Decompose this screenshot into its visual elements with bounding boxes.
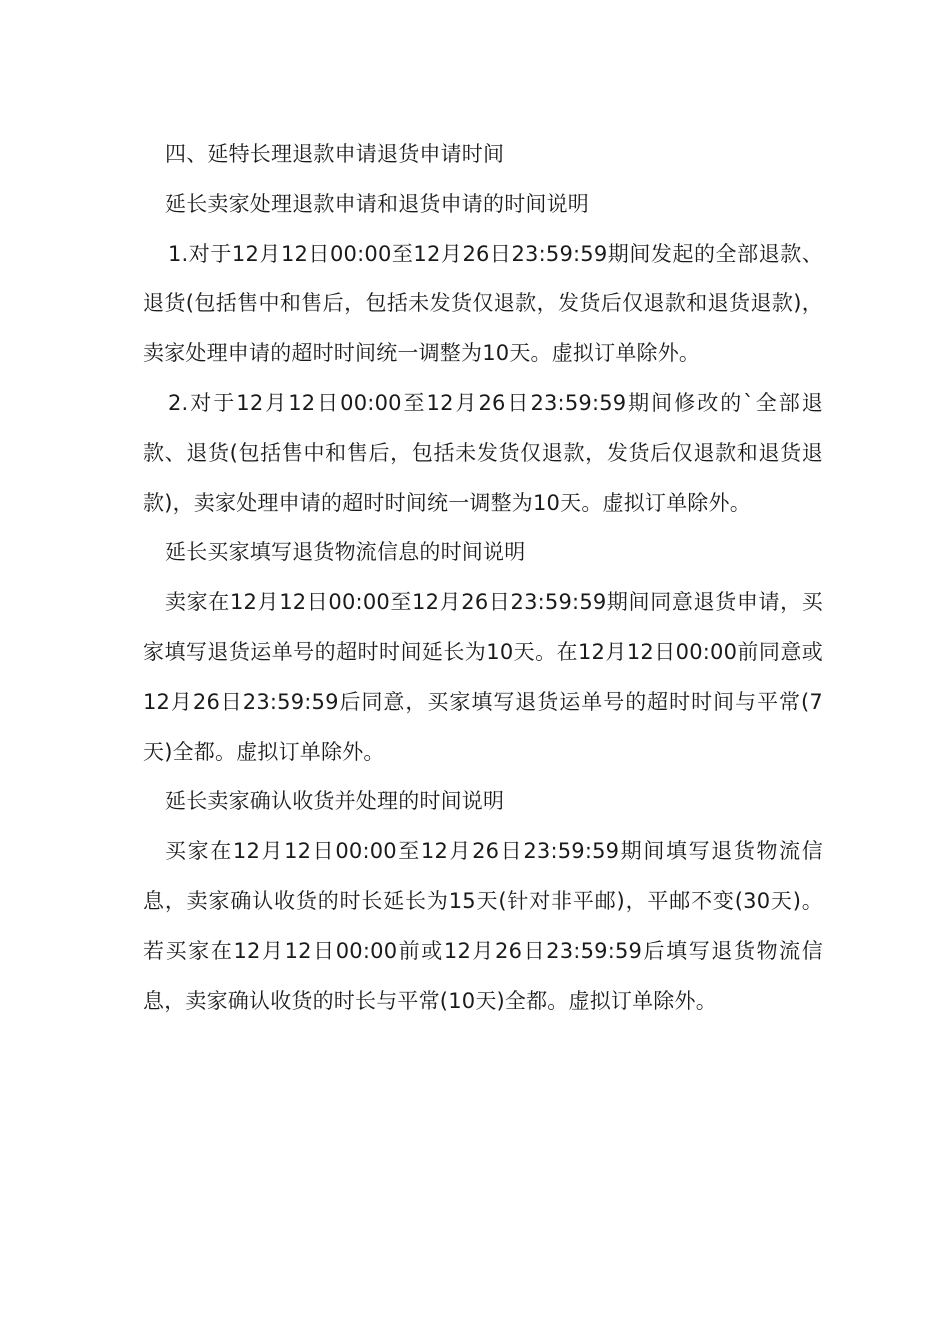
paragraph-seller-confirm: 买家在12月12日00:00至12月26日23:59:59期间填写退货物流信息，卖家确认收货的时长延长为15天(针对非平邮)，平邮不变(30天)。若买家在12月12日00:00前或12月26日23:59:59后填写退货物流信息，卖家确认收货的时长与平常(10天)全都。虚拟订单除外。 [143,839,823,1013]
subheading-seller-confirm: 延长卖家确认收货并处理的时间说明 [165,789,505,814]
paragraph-item-2: 2.对于12月12日00:00至12月26日23:59:59期间修改的`全部退款、退货(包括售中和售后，包括未发货仅退款，发货后仅退款和退货退款)，卖家处理申请的超时时间统一调整为10天。虚拟订单除外。 [143,390,823,515]
paragraph-item-1: 1.对于12月12日00:00至12月26日23:59:59期间发起的全部退款、退货(包括售中和售后，包括未发货仅退款，发货后仅退款和退货退款)，卖家处理申请的超时时间统一调整为10天。虚拟订单除外。 [143,241,823,366]
section-heading: 四、延特长理退款申请退货申请时间 [165,142,505,166]
subheading-seller-processing: 延长卖家处理退款申请和退货申请的时间说明 [165,191,589,216]
subheading-buyer-logistics: 延长买家填写退货物流信息的时间说明 [165,540,526,565]
document-body [143,130,823,1026]
paragraph-buyer-logistics: 卖家在12月12日00:00至12月26日23:59:59期间同意退货申请，买家填写退货运单号的超时时间延长为10天。在12月12日00:00前同意或12月26日23:59:59后同意，买家填写退货运单号的超时时间与平常(7天)全都。虚拟订单除外。 [143,590,823,764]
